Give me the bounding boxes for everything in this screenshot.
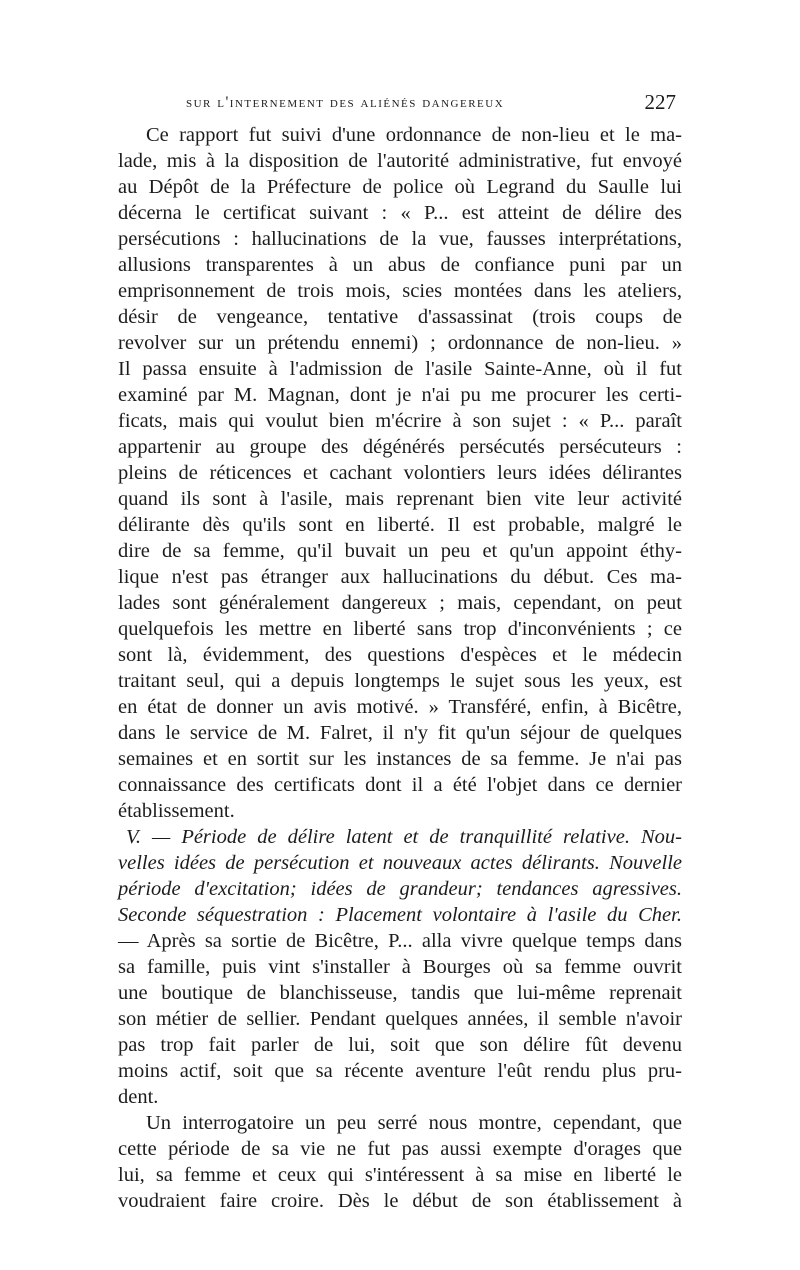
text-line: Il passa ensuite à l'admission de l'asile Sainte-Anne, où il fut [118, 358, 682, 380]
text-line: connaissance des certificats dont il a été l'objet dans ce dernier [118, 774, 682, 796]
text-line: au Dépôt de la Préfecture de police où Legrand du Saulle lui [118, 176, 682, 198]
text-line: lui, sa femme et ceux qui s'intéressent à sa mise en liberté le [118, 1164, 682, 1186]
book-page [118, 88, 682, 1212]
text-line: dent. [118, 1086, 159, 1108]
text-line: sa famille, puis vint s'installer à Bourges où sa femme ouvrit [118, 956, 682, 978]
text-line: dire de sa femme, qu'il buvait un peu et qu'un appoint éthy- [118, 540, 682, 562]
text-line: quelquefois les mettre en liberté sans trop d'inconvénients ; ce [118, 618, 682, 640]
text-line: semaines et en sortit sur les instances de sa femme. Je n'ai pas [118, 748, 682, 770]
text-line: pas trop fait parler de lui, soit que son délire fût devenu [118, 1034, 682, 1056]
section-heading-line: velles idées de persécution et nouveaux actes délirants. Nouvelle [118, 852, 682, 874]
text-line: Ce rapport fut suivi d'une ordonnance de non-lieu et le ma- [146, 124, 682, 146]
text-line: délirante dès qu'ils sont en liberté. Il est probable, malgré le [118, 514, 682, 536]
text-line: cette période de sa vie ne fut pas aussi exempte d'orages que [118, 1138, 682, 1160]
text-line: appartenir au groupe des dégénérés persécutés persécuteurs : [118, 436, 682, 458]
text-line: lade, mis à la disposition de l'autorité administrative, fut envoyé [118, 150, 682, 172]
text-line: examiné par M. Magnan, dont je n'ai pu me procurer les certi- [118, 384, 682, 406]
text-line: quand ils sont à l'asile, mais reprenant bien vite leur activité [118, 488, 682, 510]
running-head [118, 88, 682, 122]
text-line: lique n'est pas étranger aux hallucinations du début. Ces ma- [118, 566, 682, 588]
text-line: sont là, évidemment, des questions d'espèces et le médecin [118, 644, 682, 666]
running-title: sur l'internement des aliénés dangereux [186, 94, 505, 111]
text-line: revolver sur un prétendu ennemi) ; ordonnance de non-lieu. » [118, 332, 682, 354]
section-heading-line: période d'excitation; idées de grandeur; tendances agressives. [118, 878, 682, 900]
text-line: Un interrogatoire un peu serré nous montre, cependant, que [146, 1112, 682, 1134]
section-heading-line: Seconde séquestration : Placement volontaire à l'asile du Cher. [118, 904, 682, 926]
text-line: — Après sa sortie de Bicêtre, P... alla vivre quelque temps dans [118, 930, 682, 952]
text-line: traitant seul, qui a depuis longtemps le sujet sous les yeux, est [118, 670, 682, 692]
text-line: décerna le certificat suivant : « P... est atteint de délire des [118, 202, 682, 224]
text-line: moins actif, soit que sa récente aventure l'eût rendu plus pru- [118, 1060, 682, 1082]
text-line: ficats, mais qui voulut bien m'écrire à son sujet : « P... paraît [118, 410, 682, 432]
section-heading-line: V. — Période de délire latent et de tranquillité relative. Nou- [126, 826, 682, 848]
text-body [118, 122, 682, 1214]
text-line: lades sont généralement dangereux ; mais, cependant, on peut [118, 592, 682, 614]
text-line: allusions transparentes à un abus de confiance puni par un [118, 254, 682, 276]
text-line: son métier de sellier. Pendant quelques années, il semble n'avoir [118, 1008, 682, 1030]
text-line: dans le service de M. Falret, il n'y fit qu'un séjour de quelques [118, 722, 682, 744]
text-line: pleins de réticences et cachant volontiers leurs idées délirantes [118, 462, 682, 484]
text-line: établissement. [118, 800, 235, 822]
text-line: emprisonnement de trois mois, scies montées dans les ateliers, [118, 280, 682, 302]
text-line: désir de vengeance, tentative d'assassinat (trois coups de [118, 306, 682, 328]
text-line: voudraient faire croire. Dès le début de son établissement à [118, 1190, 682, 1212]
text-line: en état de donner un avis motivé. » Transféré, enfin, à Bicêtre, [118, 696, 682, 718]
text-line: une boutique de blanchisseuse, tandis que lui-même reprenait [118, 982, 682, 1004]
text-line: persécutions : hallucinations de la vue, fausses interprétations, [118, 228, 682, 250]
page-number: 227 [644, 90, 676, 114]
